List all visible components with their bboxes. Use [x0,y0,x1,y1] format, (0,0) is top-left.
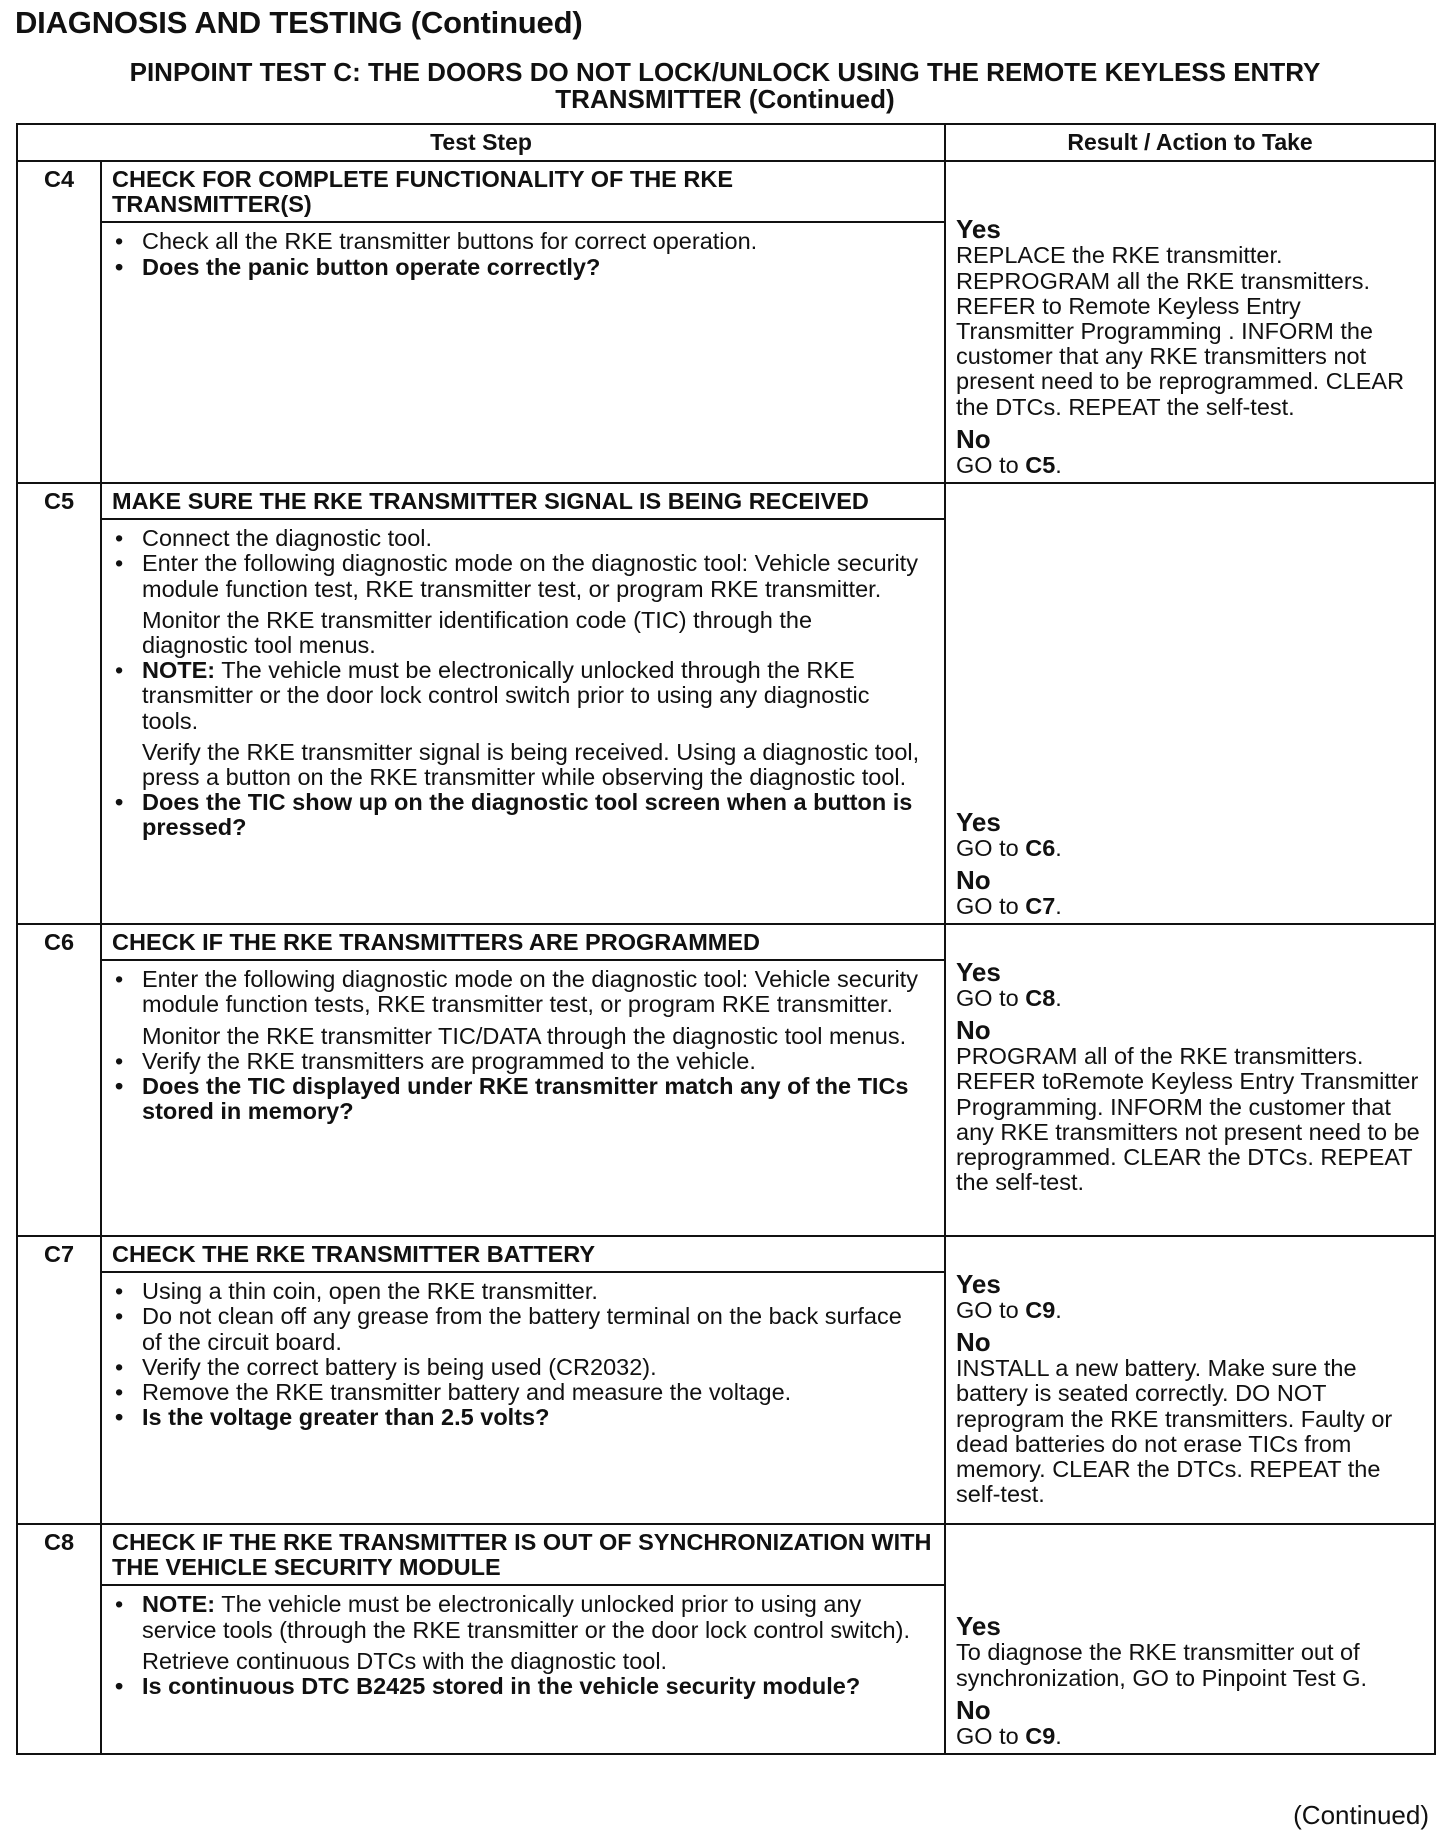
step-question: • Does the TIC show up on the diagnostic tool screen when a button is pressed? [112,790,924,840]
step-body [102,1586,944,1703]
result-cell [945,1236,1435,1524]
no-action: GO to C5. [956,451,1062,478]
no-label: No [956,1694,991,1725]
col-header-result: Result / Action to Take [945,124,1435,161]
step-cell [101,924,945,1236]
step-question: • Does the TIC displayed under RKE transmitter match any of the TICs stored in memory? [112,1074,924,1124]
step-id: C7 [17,1236,101,1524]
step-title: CHECK IF THE RKE TRANSMITTERS ARE PROGRAMMED [102,925,944,961]
yes-action: GO to C6. [956,834,1062,861]
step-bullet: • Do not clean off any grease from the battery terminal on the back surface of the circuit board. [112,1304,924,1354]
goto-link[interactable]: C5 [1025,451,1056,478]
step-cell [101,1524,945,1754]
step-body [102,1273,944,1434]
step-note: • NOTE: The vehicle must be electronically unlocked through the RKE transmitter or the door lock control switch prior to using any diagnostic tools. [112,658,924,734]
yes-label: Yes [956,214,1001,245]
step-title: CHECK FOR COMPLETE FUNCTIONALITY OF THE RKE TRANSMITTER(S) [102,162,944,223]
yes-action: REPLACE the RKE transmitter. REPROGRAM all the RKE transmitters. REFER to Remote Keyless Entry Transmitter Programming . INFORM the customer that any RKE transmitters not present need to be reprogrammed. CLEAR the DTCs. REPEAT the self-test. [956,242,1405,420]
yes-action: To diagnose the RKE transmitter out of synchronization, GO to Pinpoint Test G. [956,1639,1368,1691]
goto-link[interactable]: C8 [1025,985,1056,1011]
step-bullet: • Enter the following diagnostic mode on the diagnostic tool: Vehicle security module function test, RKE transmitter test, or program RKE transmitter. [112,551,924,601]
step-body [102,223,944,283]
goto-link[interactable]: C9 [1025,1297,1056,1323]
no-action: GO to C7. [956,892,1062,919]
step-id: C4 [17,161,101,483]
no-label: No [956,864,991,895]
step-bullet: • Verify the correct battery is being used (CR2032). [112,1355,924,1380]
no-label: No [956,1015,991,1046]
step-paragraph: Monitor the RKE transmitter identification code (TIC) through the diagnostic tool menus. [142,606,813,659]
step-bullet: • Using a thin coin, open the RKE transmitter. [112,1279,924,1304]
no-action: GO to C9. [956,1722,1062,1749]
step-id: C5 [17,483,101,924]
step-title: MAKE SURE THE RKE TRANSMITTER SIGNAL IS BEING RECEIVED [102,484,944,520]
no-action: INSTALL a new battery. Make sure the battery is seated correctly. DO NOT reprogram the RKE transmitters. Faulty or dead batteries do not erase TICs from memory. CLEAR the DTCs. REPEAT the self-test. [956,1355,1393,1508]
step-bullet: • Enter the following diagnostic mode on the diagnostic tool: Vehicle security module function tests, RKE transmitter test, or program RKE transmitter. [112,967,924,1017]
yes-label: Yes [956,1611,1001,1642]
step-question: • Is continuous DTC B2425 stored in the vehicle security module? [112,1674,924,1699]
step-cell [101,161,945,483]
no-label: No [956,1327,991,1358]
step-title: CHECK THE RKE TRANSMITTER BATTERY [102,1237,944,1273]
step-id: C6 [17,924,101,1236]
continued-label: (Continued) [1293,1800,1429,1830]
step-note: • NOTE: The vehicle must be electronically unlocked prior to using any service tools (through the RKE transmitter or the door lock control switch). [112,1592,924,1642]
table-row [17,1236,1435,1524]
yes-label: Yes [956,1269,1001,1299]
table-row [17,1524,1435,1754]
result-cell [945,1524,1435,1754]
yes-label: Yes [956,957,1001,987]
step-cell [101,483,945,924]
table-row [17,483,1435,924]
step-body [102,520,944,844]
goto-link[interactable]: C9 [1025,1722,1056,1749]
step-bullet: • Check all the RKE transmitter buttons for correct operation. [112,229,924,254]
result-cell [945,483,1435,924]
test-steps-table [16,123,1436,1755]
page-title: DIAGNOSIS AND TESTING (Continued) [15,5,583,40]
goto-link[interactable]: C7 [1025,892,1056,919]
col-header-test-step: Test Step [17,124,945,161]
result-cell [945,924,1435,1236]
result-cell [945,161,1435,483]
yes-label: Yes [956,806,1001,837]
step-id: C8 [17,1524,101,1754]
step-bullet: • Remove the RKE transmitter battery and measure the voltage. [112,1380,924,1405]
table-row [17,924,1435,1236]
yes-action: GO to C9. [956,1297,1062,1323]
test-title-line2: TRANSMITTER (Continued) [555,84,895,114]
step-title: CHECK IF THE RKE TRANSMITTER IS OUT OF SYNCHRONIZATION WITH THE VEHICLE SECURITY MODULE [102,1525,944,1586]
table-row [17,161,1435,483]
test-title-line1: PINPOINT TEST C: THE DOORS DO NOT LOCK/UNLOCK USING THE REMOTE KEYLESS ENTRY [129,57,1321,87]
step-paragraph: Verify the RKE transmitter signal is being received. Using a diagnostic tool, press a button on the RKE transmitter while observing the diagnostic tool. [142,738,920,791]
step-question: • Does the panic button operate correctly? [112,255,924,280]
yes-action: GO to C8. [956,985,1062,1011]
pinpoint-test-title [15,59,1435,113]
step-body [102,961,944,1128]
goto-link[interactable]: C6 [1025,834,1056,861]
step-paragraph: Monitor the RKE transmitter TIC/DATA through the diagnostic tool menus. [142,1022,907,1049]
step-bullet: • Connect the diagnostic tool. [112,526,924,551]
no-action: PROGRAM all of the RKE transmitters. REFER toRemote Keyless Entry Transmitter Programming. INFORM the customer that any RKE transmitters not present need to be reprogrammed. CLEAR the DTCs. REPEAT the self-test. [956,1043,1420,1196]
no-label: No [956,423,991,454]
step-question: • Is the voltage greater than 2.5 volts? [112,1405,924,1430]
step-cell [101,1236,945,1524]
step-paragraph: Retrieve continuous DTCs with the diagnostic tool. [142,1647,668,1674]
step-bullet: • Verify the RKE transmitters are programmed to the vehicle. [112,1049,924,1074]
table-header-row [17,124,1435,161]
